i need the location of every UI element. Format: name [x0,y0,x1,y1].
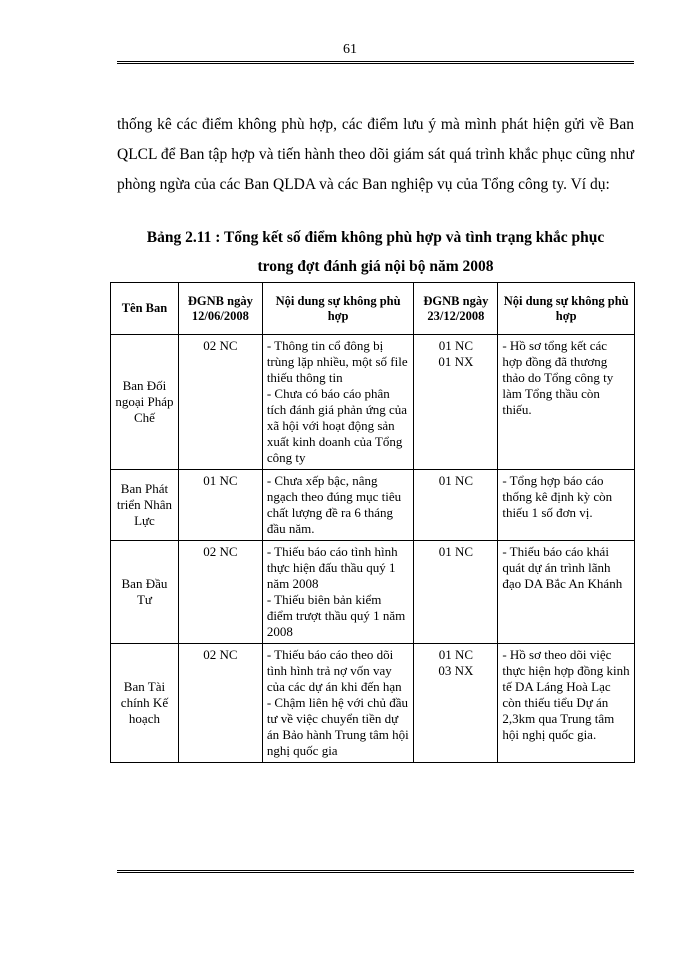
content-1-cell [262,541,414,644]
content-1-cell-line: - Thông tin cổ đông bị trùng lặp nhiều, một số file thiếu thông tin [266,338,408,385]
department-cell: Ban Tài chính Kế hoạch [111,644,179,763]
audit-1-count-cell [178,541,262,644]
page-number: 61 [343,42,357,57]
department-cell: Ban Đối ngoại Pháp Chế [111,335,179,470]
audit-2-count-cell-line: 01 NX [438,354,474,369]
content-2-cell [498,335,635,470]
audit-1-count-cell-line: 02 NC [203,544,238,559]
content-2-cell-line: - Thiếu báo cáo khái quát dự án trình lãnh đạo DA Bắc An Khánh [502,544,623,591]
audit-2-count-cell-line: 01 NC [438,647,474,662]
audit-2-count-cell-line: 01 NC [438,544,474,559]
content-1-cell-line: - Thiếu báo cáo tình hình thực hiện đấu thầu quý 1 năm 2008 [266,544,398,591]
content-2-cell [498,541,635,644]
audit-1-count-cell [178,335,262,470]
header-audit-1: ĐGNB ngày 12/06/2008 [178,283,262,335]
department-cell: Ban Đầu Tư [111,541,179,644]
header-rule [117,61,634,64]
content-1-cell [262,644,414,763]
table-header-row [111,283,635,335]
caption-line-2: trong đợt đánh giá nội bộ năm 2008 [257,258,494,275]
content-2-cell [498,644,635,763]
content-1-cell [262,335,414,470]
content-2-cell-line: - Hồ sơ tổng kết các hợp đồng đã thương thảo do Tổng công ty làm Tổng thầu còn thiếu. [502,338,614,417]
content-1-cell-line: - Chưa có báo cáo phân tích đánh giá phản ứng của xã hội với hoạt động sản xuất kinh doanh của Tổng công ty [266,386,408,465]
audit-2-count-cell-line: 03 NX [438,663,474,678]
table-row [111,335,635,470]
body-paragraph: thống kê các điểm không phù hợp, các điểm lưu ý mà mình phát hiện gửi về Ban QLCL để Ban tập hợp và tiến hành theo dõi giám sát quá trình khắc phục cũng như phòng ngừa của các Ban QLDA và các Ban nghiệp vụ của Tổng công ty. Ví dụ: [117,116,634,193]
audit-2-count-cell [414,470,498,541]
header-content-1: Nội dung sự không phù hợp [262,283,414,335]
header-department: Tên Ban [111,283,179,335]
content-1-cell-line: - Thiếu báo cáo theo dõi tình hình trả nợ vốn vay của các dự án khi đến hạn [266,647,402,694]
audit-2-count-cell [414,335,498,470]
content-2-cell-line: - Hồ sơ theo dõi việc thực hiện hợp đồng kinh tế DA Láng Hoà Lạc còn thiếu tiểu Dự án 2,3km qua Trung tâm hội nghị quốc gia. [502,647,630,742]
table-caption [117,223,634,281]
audit-1-count-cell-line: 01 NC [203,473,238,488]
content-2-cell [498,470,635,541]
audit-1-count-cell-line: 02 NC [203,338,238,353]
department-cell: Ban Phát triển Nhân Lực [111,470,179,541]
content-2-cell-line: - Tổng hợp báo cáo thống kê định kỳ còn thiếu 1 số đơn vị. [502,473,613,520]
content-1-cell-line: - Chưa xếp bậc, nâng ngạch theo đúng mục tiêu chất lượng đề ra 6 tháng đầu năm. [266,473,402,536]
audit-1-count-cell-line: 02 NC [203,647,238,662]
audit-2-count-cell-line: 01 NC [438,338,474,353]
table-row [111,541,635,644]
caption-line-1: Bảng 2.11 : Tổng kết số điểm không phù hợp và tình trạng khắc phục [146,229,605,246]
table-row [111,644,635,763]
header-audit-2: ĐGNB ngày 23/12/2008 [414,283,498,335]
footer-rule [117,870,634,873]
content-1-cell [262,470,414,541]
audit-2-count-cell [414,541,498,644]
header-content-2: Nội dung sự không phù hợp [498,283,635,335]
table-row [111,470,635,541]
audit-1-count-cell [178,644,262,763]
content-1-cell-line: - Chậm liên hệ với chủ đầu tư về việc chuyển tiền dự án Bảo hành Trung tâm hội nghị quốc gia [266,695,409,758]
audit-1-count-cell [178,470,262,541]
nonconformity-table [110,282,635,763]
audit-2-count-cell-line: 01 NC [438,473,474,488]
audit-2-count-cell [414,644,498,763]
content-1-cell-line: - Thiếu biên bản kiểm điểm trượt thầu quý 1 năm 2008 [266,592,406,639]
